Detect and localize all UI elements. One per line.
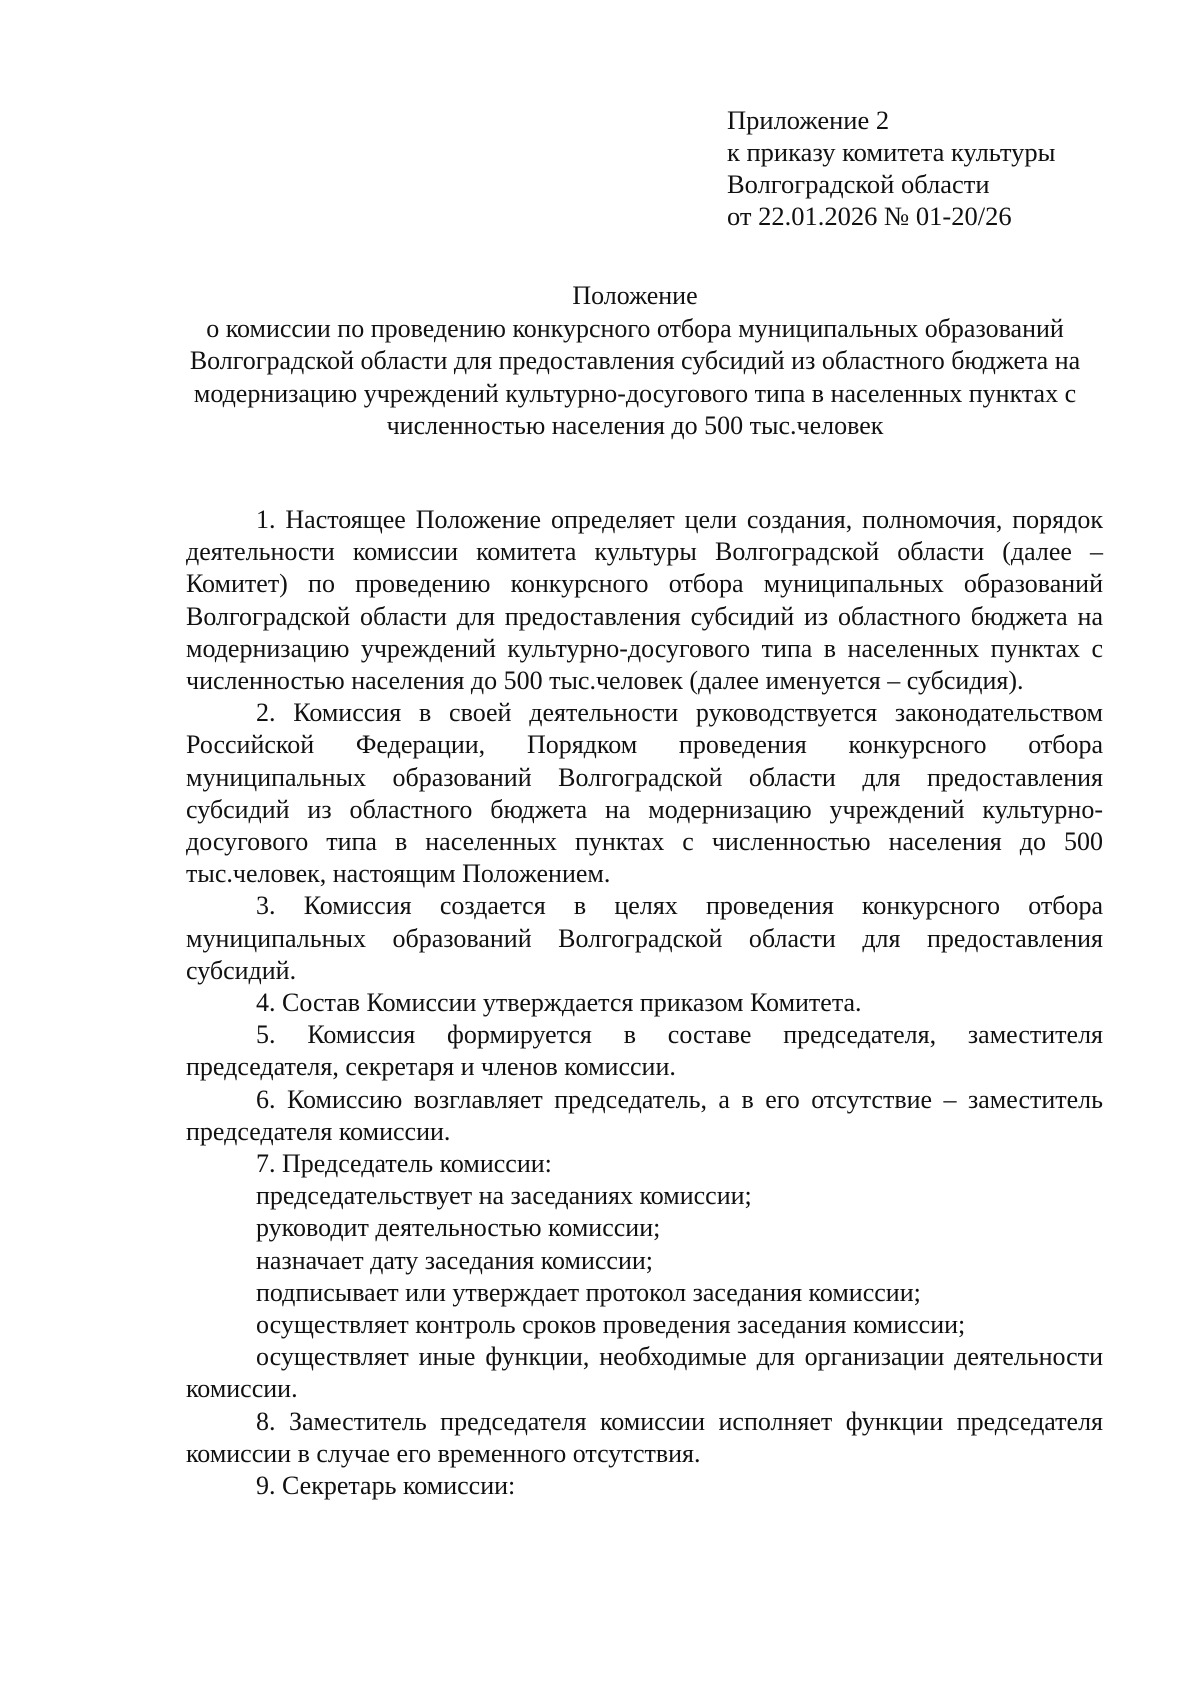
chairman-duty-2: руководит деятельностью комиссии;: [256, 1213, 661, 1243]
appendix-line-4: от 22.01.2026 № 01-20/26: [727, 201, 1012, 231]
appendix-line-2: к приказу комитета культуры: [727, 137, 1056, 167]
paragraph-3: 3. Комиссия создается в целях проведения конкурсного отбора муниципальных образований Волгоградской области для предоставления субсидий.: [186, 891, 1103, 985]
appendix-header: [727, 104, 1167, 232]
chairman-duty-6: осуществляет иные функции, необходимые для организации деятельности комиссии.: [186, 1342, 1103, 1404]
appendix-line-1: Приложение 2: [727, 105, 890, 135]
document-title: [185, 280, 1085, 443]
paragraph-7: 7. Председатель комиссии:: [256, 1149, 552, 1179]
document-body: [186, 504, 1103, 1502]
title-heading: Положение: [572, 281, 698, 310]
paragraph-8: 8. Заместитель председателя комиссии исполняет функции председателя комиссии в случае его временного отсутствия.: [186, 1406, 1103, 1468]
title-subtitle: о комиссии по проведению конкурсного отбора муниципальных образований Волгоградской области для предоставления субсидий из областного бюджета на модернизацию учреждений культурно-досугового типа в населенных пунктах с численностью населения до 500 тыс.человек: [189, 313, 1081, 440]
chairman-duty-4: подписывает или утверждает протокол заседания комиссии;: [256, 1277, 921, 1307]
paragraph-6: 6. Комиссию возглавляет председатель, а в его отсутствие – заместитель председателя комиссии.: [186, 1084, 1103, 1146]
appendix-line-3: Волгоградской области: [727, 169, 990, 199]
chairman-duty-3: назначает дату заседания комиссии;: [256, 1245, 654, 1275]
paragraph-2: 2. Комиссия в своей деятельности руководствуется законодательством Российской Федерации, Порядком проведения конкурсного отбора муниципальных образований Волгоградской области для предоставления субсидий из областного бюджета на модернизацию учреждений культурно-досугового типа в населенных пунктах с численностью населения до 500 тыс.человек, настоящим Положением.: [186, 698, 1103, 889]
chairman-duty-5: осуществляет контроль сроков проведения заседания комиссии;: [256, 1310, 966, 1340]
paragraph-1: 1. Настоящее Положение определяет цели создания, полномочия, порядок деятельности комиссии комитета культуры Волгоградской области (далее – Комитет) по проведению конкурсного отбора муниципальных образований Волгоградской области для предоставления субсидий из областного бюджета на модернизацию учреждений культурно-досугового типа в населенных пунктах с численностью населения до 500 тыс.человек (далее именуется – субсидия).: [186, 505, 1103, 696]
chairman-duty-1: председательствует на заседаниях комиссии;: [256, 1181, 752, 1211]
paragraph-4: 4. Состав Комиссии утверждается приказом Комитета.: [256, 988, 862, 1018]
paragraph-9: 9. Секретарь комиссии:: [256, 1471, 516, 1501]
paragraph-5: 5. Комиссия формируется в составе председателя, заместителя председателя, секретаря и членов комиссии.: [186, 1020, 1103, 1082]
